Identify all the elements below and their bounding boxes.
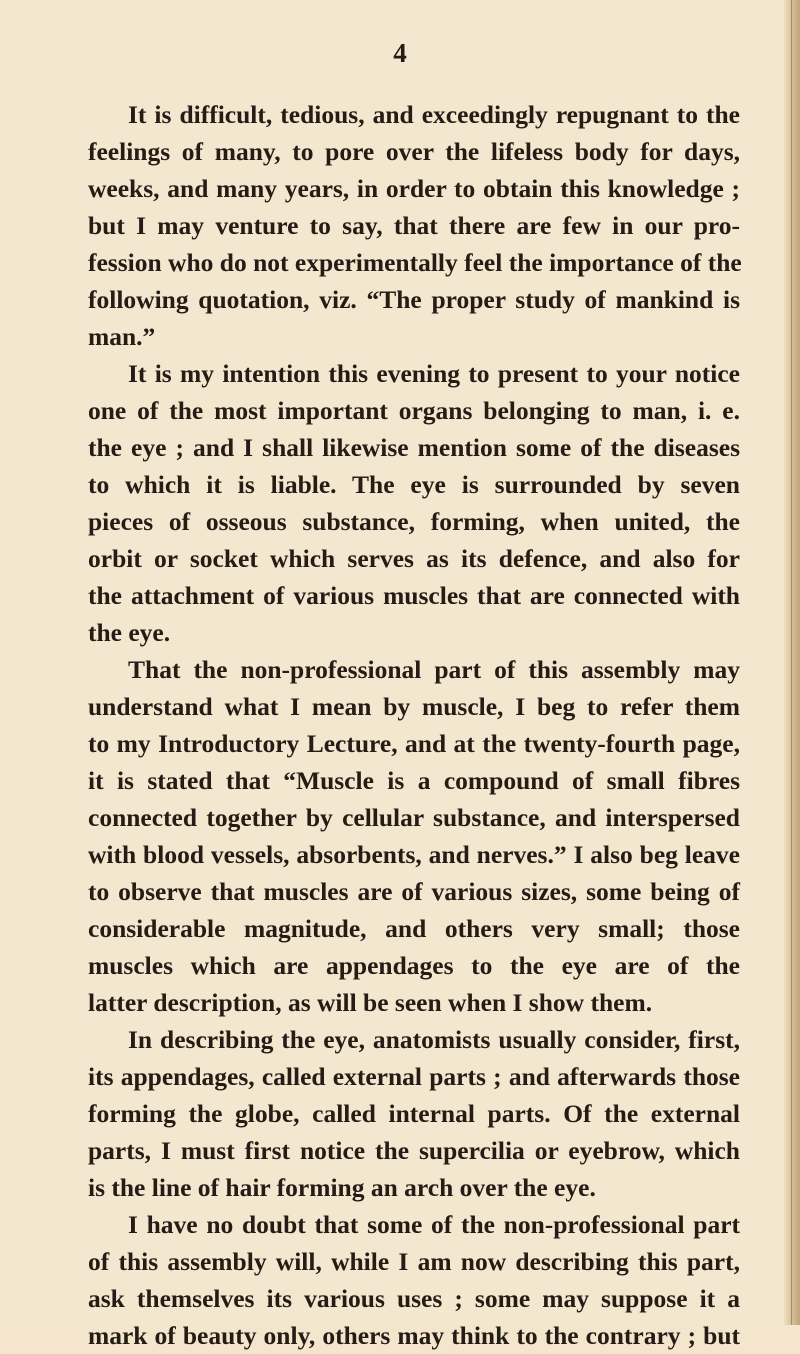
text-line: following quotation, viz. “The proper study of mankind is: [88, 285, 740, 314]
text-line: It is difficult, tedious, and exceedingly repugnant to the: [128, 100, 740, 129]
text-line: man.”: [88, 322, 156, 351]
page-edge-shadow: [784, 0, 800, 1325]
text-line: weeks, and many years, in order to obtain this knowledge ;: [88, 174, 740, 203]
text-line: latter description, as will be seen when I show them.: [88, 988, 653, 1017]
page-number: 4: [393, 38, 407, 68]
text-line: the attachment of various muscles that are connected with: [88, 581, 740, 610]
text-line: it is stated that “Muscle is a compound of small fibres: [88, 766, 740, 795]
text-line: In describing the eye, anatomists usually consider, first,: [128, 1025, 740, 1054]
text-line: ask themselves its various uses ; some may suppose it a: [88, 1284, 740, 1313]
page-edge-line: [791, 0, 792, 1325]
body-text: [88, 96, 740, 1354]
text-line: one of the most important organs belonging to man, i. e.: [88, 396, 740, 425]
text-line: mark of beauty only, others may think to the contrary ; but: [88, 1321, 740, 1350]
text-line: with blood vessels, absorbents, and nerves.” I also beg leave: [88, 840, 740, 869]
text-line: feelings of many, to pore over the lifeless body for days,: [88, 137, 740, 166]
text-line: considerable magnitude, and others very small; those: [88, 914, 740, 943]
text-line: fession who do not experimentally feel the importance of the: [88, 248, 742, 277]
text-line: the eye ; and I shall likewise mention some of the diseases: [88, 433, 740, 462]
text-line: to my Introductory Lecture, and at the twenty-fourth page,: [88, 729, 740, 758]
text-line: to which it is liable. The eye is surrounded by seven: [88, 470, 740, 499]
text-line: parts, I must first notice the supercilia or eyebrow, which: [88, 1136, 740, 1165]
text-line: That the non-professional part of this assembly may: [128, 655, 740, 684]
text-line: but I may venture to say, that there are few in our pro-: [88, 211, 740, 240]
text-line: It is my intention this evening to present to your notice: [128, 359, 740, 388]
text-line: orbit or socket which serves as its defence, and also for: [88, 544, 740, 573]
text-line: is the line of hair forming an arch over the eye.: [88, 1173, 596, 1202]
text-line: the eye.: [88, 618, 171, 647]
text-line: connected together by cellular substance, and interspersed: [88, 803, 740, 832]
text-line: understand what I mean by muscle, I beg to refer them: [88, 692, 740, 721]
text-line: of this assembly will, while I am now describing this part,: [88, 1247, 740, 1276]
text-line: its appendages, called external parts ; and afterwards those: [88, 1062, 740, 1091]
text-line: muscles which are appendages to the eye are of the: [88, 951, 740, 980]
text-line: forming the globe, called internal parts. Of the external: [88, 1099, 740, 1128]
text-line: I have no doubt that some of the non-professional part: [128, 1210, 740, 1239]
text-line: pieces of osseous substance, forming, when united, the: [88, 507, 740, 536]
text-line: to observe that muscles are of various sizes, some being of: [88, 877, 740, 906]
